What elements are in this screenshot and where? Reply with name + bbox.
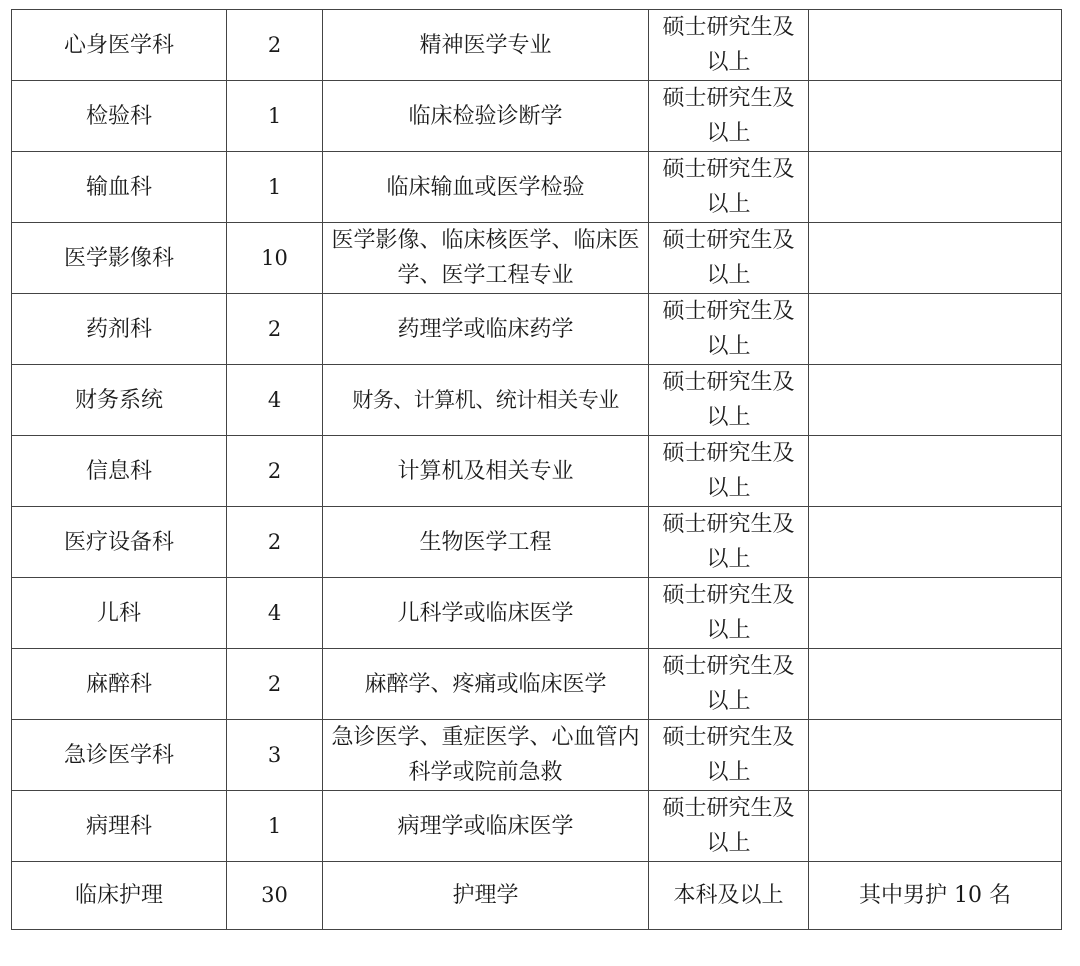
dept-cell: 临床护理 xyxy=(12,862,227,930)
note-cell xyxy=(809,436,1062,507)
count-cell: 2 xyxy=(227,10,323,81)
note-cell xyxy=(809,81,1062,152)
major-cell: 生物医学工程 xyxy=(323,507,649,578)
education-cell: 硕士研究生及以上 xyxy=(649,223,809,294)
count-cell: 3 xyxy=(227,720,323,791)
count-cell: 10 xyxy=(227,223,323,294)
table-row xyxy=(12,862,1062,930)
count-cell: 2 xyxy=(227,649,323,720)
note-cell xyxy=(809,365,1062,436)
note-cell: 其中男护 10 名 xyxy=(809,862,1062,930)
dept-cell: 麻醉科 xyxy=(12,649,227,720)
note-cell xyxy=(809,223,1062,294)
count-cell: 2 xyxy=(227,507,323,578)
major-cell: 急诊医学、重症医学、心血管内科学或院前急救 xyxy=(323,720,649,791)
education-cell: 硕士研究生及以上 xyxy=(649,507,809,578)
table-row xyxy=(12,365,1062,436)
count-cell: 1 xyxy=(227,791,323,862)
table-row xyxy=(12,223,1062,294)
table-row xyxy=(12,436,1062,507)
note-cell xyxy=(809,720,1062,791)
education-cell: 硕士研究生及以上 xyxy=(649,152,809,223)
dept-cell: 医学影像科 xyxy=(12,223,227,294)
major-cell: 药理学或临床药学 xyxy=(323,294,649,365)
note-cell xyxy=(809,507,1062,578)
dept-cell: 药剂科 xyxy=(12,294,227,365)
major-cell: 儿科学或临床医学 xyxy=(323,578,649,649)
major-cell: 财务、计算机、统计相关专业 xyxy=(323,365,649,436)
education-cell: 硕士研究生及以上 xyxy=(649,294,809,365)
education-cell: 硕士研究生及以上 xyxy=(649,365,809,436)
table-row xyxy=(12,507,1062,578)
dept-cell: 信息科 xyxy=(12,436,227,507)
major-cell: 医学影像、临床核医学、临床医学、医学工程专业 xyxy=(323,223,649,294)
education-cell: 硕士研究生及以上 xyxy=(649,578,809,649)
major-cell: 临床检验诊断学 xyxy=(323,81,649,152)
education-cell: 硕士研究生及以上 xyxy=(649,81,809,152)
count-cell: 2 xyxy=(227,294,323,365)
education-cell: 本科及以上 xyxy=(649,862,809,930)
major-cell: 病理学或临床医学 xyxy=(323,791,649,862)
major-cell: 临床输血或医学检验 xyxy=(323,152,649,223)
dept-cell: 病理科 xyxy=(12,791,227,862)
table-row xyxy=(12,152,1062,223)
dept-cell: 医疗设备科 xyxy=(12,507,227,578)
table-row xyxy=(12,649,1062,720)
recruitment-table xyxy=(11,9,1062,930)
note-cell xyxy=(809,10,1062,81)
dept-cell: 输血科 xyxy=(12,152,227,223)
note-cell xyxy=(809,294,1062,365)
dept-cell: 心身医学科 xyxy=(12,10,227,81)
dept-cell: 儿科 xyxy=(12,578,227,649)
major-cell: 精神医学专业 xyxy=(323,10,649,81)
dept-cell: 检验科 xyxy=(12,81,227,152)
count-cell: 30 xyxy=(227,862,323,930)
count-cell: 2 xyxy=(227,436,323,507)
note-cell xyxy=(809,578,1062,649)
table-row xyxy=(12,720,1062,791)
count-cell: 1 xyxy=(227,152,323,223)
count-cell: 1 xyxy=(227,81,323,152)
table-row xyxy=(12,81,1062,152)
education-cell: 硕士研究生及以上 xyxy=(649,649,809,720)
dept-cell: 财务系统 xyxy=(12,365,227,436)
note-cell xyxy=(809,649,1062,720)
education-cell: 硕士研究生及以上 xyxy=(649,720,809,791)
table-row xyxy=(12,791,1062,862)
note-cell xyxy=(809,152,1062,223)
education-cell: 硕士研究生及以上 xyxy=(649,10,809,81)
table-row xyxy=(12,10,1062,81)
major-cell: 计算机及相关专业 xyxy=(323,436,649,507)
table-row xyxy=(12,578,1062,649)
major-cell: 护理学 xyxy=(323,862,649,930)
major-cell: 麻醉学、疼痛或临床医学 xyxy=(323,649,649,720)
education-cell: 硕士研究生及以上 xyxy=(649,791,809,862)
note-cell xyxy=(809,791,1062,862)
dept-cell: 急诊医学科 xyxy=(12,720,227,791)
education-cell: 硕士研究生及以上 xyxy=(649,436,809,507)
count-cell: 4 xyxy=(227,578,323,649)
count-cell: 4 xyxy=(227,365,323,436)
table-row xyxy=(12,294,1062,365)
